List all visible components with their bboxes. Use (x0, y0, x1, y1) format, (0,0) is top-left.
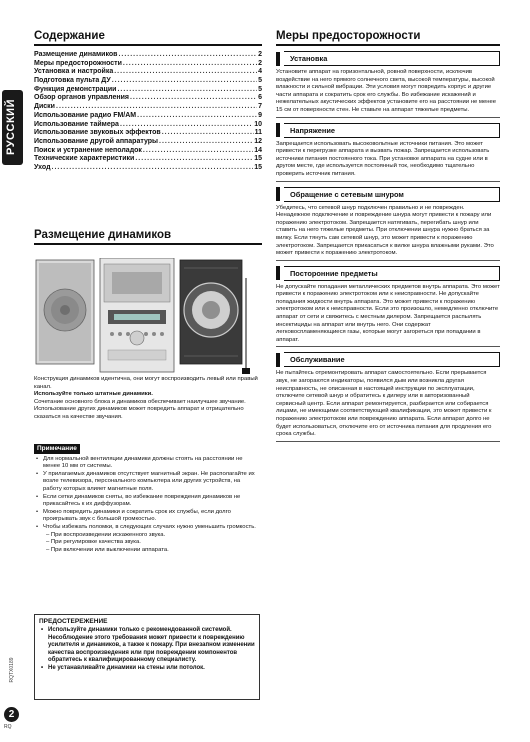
toc-entry (34, 51, 262, 60)
toc-leader-dots (120, 121, 253, 130)
toc-entry-label: Функция демонстрации (34, 85, 117, 93)
main-unit-illustration (100, 258, 174, 372)
toc-entry-label: Использование звуковых эффектов (34, 129, 161, 137)
language-label: РУССКИЙ (5, 99, 17, 155)
toc-leader-dots (118, 51, 257, 60)
toc-entry-label: Использование таймера (34, 120, 119, 128)
toc-leader-dots (130, 94, 257, 103)
toc-leader-dots (112, 77, 257, 86)
toc-entry-label: Диски (34, 103, 55, 111)
note-item: • Можно повредить динамики и сократить срок их службы, если долго проигрывать звук с большой громкостью. (34, 509, 260, 524)
toc-leader-dots (143, 147, 253, 156)
subsection-marker (276, 266, 280, 280)
speakers-note (34, 444, 260, 554)
toc-entry (34, 112, 262, 121)
subsection-title: Обращение с сетевым шнуром (284, 187, 500, 202)
note-list (34, 456, 260, 555)
speakers-section-header (34, 229, 262, 245)
toc-entry-page: 11 (254, 129, 262, 137)
speakers-intro (34, 376, 260, 422)
document-code: RQTX0189 (9, 657, 15, 683)
subsection-marker (276, 123, 280, 137)
subsection-header-power-cord (276, 187, 500, 202)
note-item: • У прилагаемых динамиков отсутствует магнитный экран. Не располагайте их возле телевизора, персонального компьютера или других устройств, на работу которых влияет магнитные поля. (34, 471, 260, 494)
toc-entry-page: 15 (254, 155, 262, 163)
toc-leader-dots (56, 103, 257, 112)
toc-entry-page: 12 (254, 137, 262, 145)
toc-entry (34, 138, 262, 147)
subsection-header-installation (276, 51, 500, 66)
subsection-marker (276, 187, 280, 201)
toc-entry-page: 14 (254, 146, 262, 154)
subsection-title: Посторонние предметы (284, 266, 500, 281)
toc-entry (34, 94, 262, 103)
subsection-title: Обслуживание (284, 352, 500, 367)
toc-entry (34, 164, 262, 173)
page-sub-label: RQ (4, 724, 12, 730)
subsection-header-foreign-objects (276, 266, 500, 281)
speakers-paragraph-3: Сочетание основного блока и динамиков обеспечивает наилучшее звучание. Использование других динамиков может повредить аппарат и отрицательно сказаться на качестве звучания. (34, 398, 246, 420)
toc-entry (34, 121, 262, 130)
caution-item: • Не устанавливайте динамики на стены или потолок. (39, 665, 255, 673)
toc-entry-page: 2 (258, 51, 262, 58)
toc-leader-dots (159, 138, 253, 147)
toc-entry-label: Уход (34, 163, 51, 171)
toc-entry-label: Использование другой аппаратуры (34, 137, 158, 145)
toc-leader-dots (137, 112, 257, 121)
toc-entry-label: Обзор органов управления (34, 94, 129, 102)
toc-entry (34, 129, 262, 138)
subsection-marker (276, 52, 280, 66)
sidebar (0, 0, 27, 742)
toc-entry-label: Меры предосторожности (34, 59, 122, 67)
note-item: • Для нормальной вентиляции динамики должны стоять на расстоянии не менее 10 мм от системы. (34, 456, 260, 471)
toc-entry-label: Технические характеристики (34, 155, 135, 163)
toc-entry-page: 5 (258, 77, 262, 85)
toc-entry (34, 103, 262, 112)
note-item: • Если сетки динамиков сняты, во избежание повреждения динамиков не прикасайтесь к их диффузорам. (34, 494, 260, 509)
toc-entry-label: Поиск и устранение неполадок (34, 146, 142, 154)
toc-entry-page: 2 (258, 59, 262, 67)
toc-entry-label: Использование радио FM/AM (34, 111, 137, 119)
caution-list (39, 627, 255, 673)
caution-title: ПРЕДОСТЕРЕЖЕНИЕ (39, 618, 108, 625)
toc-title: Содержание (34, 30, 262, 46)
subsection-text: Не допускайте попадания металлических предметов внутрь аппарата. Это может привести к поражению электротоком или к неисправности. Не допускайте попадания жидкости внутрь аппарата. Это может привести к поражению электротоком или к неисправности. Если это произошло, немедленно отключите аппарат от сети и свяжитесь с местным дилером. Запрещается распылять инсектициды на аппарат или внутрь него. Они содержат легковоспламеняющиеся газы, которые могут загореться при попадании в аппарат. (276, 284, 500, 348)
toc-leader-dots (162, 129, 254, 138)
note-subitem: – При регулировке качества звука. (46, 539, 141, 546)
toc-entry (34, 77, 262, 86)
toc-leader-dots (117, 86, 257, 95)
toc-entry (34, 68, 262, 77)
toc-entry-label: Размещение динамиков (34, 51, 118, 58)
toc-entry-page: 7 (258, 103, 262, 111)
toc-entry-page: 4 (258, 68, 262, 76)
subsection-title: Установка (284, 51, 500, 66)
speakers-paragraph-2: Используйте только штатные динамики. (34, 391, 153, 398)
subsection-header-voltage (276, 123, 500, 138)
note-subitem: – При включении или выключении аппарата. (46, 546, 169, 553)
subsection-text: Не пытайтесь отремонтировать аппарат самостоятельно. Если прерывается звук, не загораются индикаторы, появился дым или возникла другая неисправность, не описанная в настоящей инструкции по эксплуатации, отключите сетевой шнур и обратитесь к дилеру или в авторизованный сервисный центр. Если аппарат ремонтируется, разбирается или собирается лицами, не имеющими соответствующей квалификации, это может привести к поражению электротоком или повреждению аппарата. Если аппарат долго не будет использоваться, отключите его от источника питания для продления его срока службы. (276, 370, 500, 441)
toc-entry-page: 6 (258, 94, 262, 102)
toc-entry (34, 155, 262, 164)
toc-entry-page: 9 (258, 111, 262, 119)
toc-entry-page: 15 (254, 163, 262, 171)
speakers-title: Размещение динамиков (34, 229, 262, 245)
toc-entry-label: Установка и настройка (34, 68, 114, 76)
left-column (34, 30, 262, 671)
right-speaker-illustration (180, 260, 242, 364)
note-subitem: – При воспроизведении искаженного звука. (46, 531, 166, 538)
note-item: • Чтобы избежать поломки, в следующих случаях нужно уменьшить громкость. (34, 524, 260, 532)
page-number: 2 (4, 707, 19, 722)
caution-box (34, 614, 260, 700)
toc-entry (34, 147, 262, 156)
toc-leader-dots (135, 155, 253, 164)
speakers-paragraph-1: Конструкция динамиков идентична, они могут воспроизводить левый или правый канал. (34, 376, 258, 390)
subsection-title: Напряжение (284, 123, 500, 138)
subsection-header-service (276, 352, 500, 367)
right-column (276, 30, 500, 442)
subsection-text: Убедитесь, что сетевой шнур подключен правильно и не поврежден. Ненадежное подключение и повреждение шнура могут привести к пожару или поражению электротоком. Запрещается натягивать, перегибать шнур или ставить на него тяжелые предметы. При отключении шнура нужно браться за вилку. Если тянуть сам сетевой шнур, это может привести к поражению электротоком. Запрещается прикасаться к вилке шнура влажными руками. Это может привести к поражению электротоком. (276, 205, 500, 261)
note-label: Примечание (34, 444, 80, 454)
table-of-contents (34, 51, 262, 173)
precautions-title: Меры предосторожности (276, 30, 500, 46)
toc-leader-dots (52, 164, 254, 173)
toc-entry-page: 5 (258, 85, 262, 93)
toc-leader-dots (114, 68, 257, 77)
toc-entry-page: 10 (254, 120, 262, 128)
toc-leader-dots (123, 60, 257, 69)
caution-item: • Используйте динамики только с рекомендованной системой. Несоблюдение этого требования может привести к повреждению усилителя и динамиков, а также к пожару. При внезапном изменении качества воспроизведения или при повреждении компонентов обратитесь к квалифицированному специалисту. (39, 627, 255, 665)
left-speaker-illustration (36, 260, 94, 364)
subsection-text: Установите аппарат на горизонтальной, ровной поверхности, исключив воздействие на него прямого солнечного света, высокой температуры, высокой влажности и сильной вибрации. Эти условия могут повредить корпус и другие части аппарата и сократить срок его службы. Во избежание искажений и нежелательных акустических эффектов установите его на расстоянии не менее 15 см от поверхности стен. Не ставьте на аппарат тяжелые предметы. (276, 69, 500, 118)
subsection-text: Запрещается использовать высоковольтные источники питания. Это может привести к перегрузке аппарата и вызвать пожар. Запрещается использовать источники питания постоянного тока. При установке аппарата на судне или в другом месте, где используется постоянный ток, необходимо тщательно проверить источник питания. (276, 141, 500, 182)
subsection-marker (276, 353, 280, 367)
toc-entry-label: Подготовка пульта ДУ (34, 77, 111, 85)
